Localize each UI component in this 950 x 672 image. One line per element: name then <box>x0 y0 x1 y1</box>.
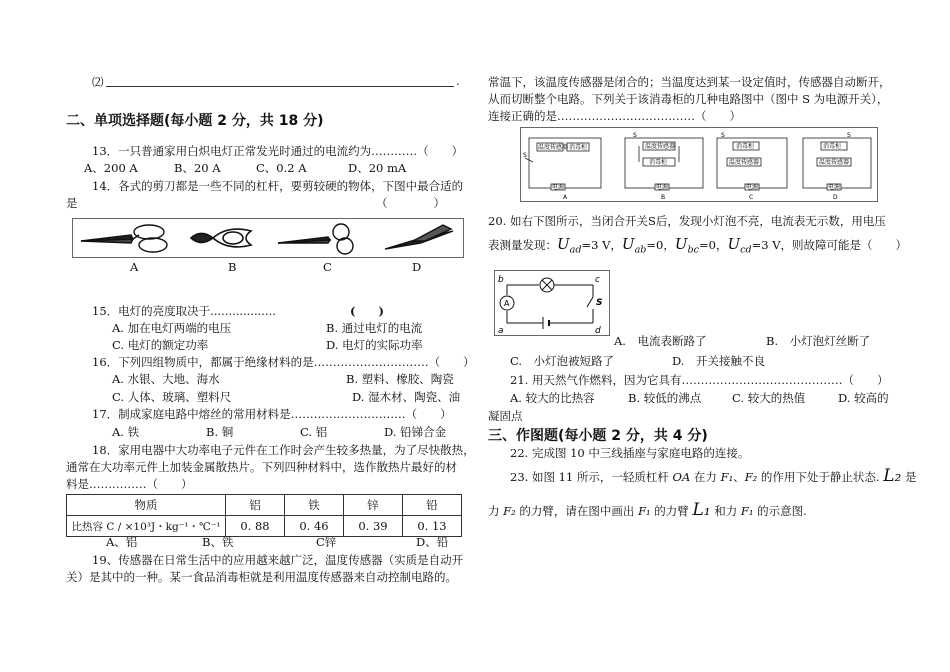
table-header-cell: 锌 <box>344 495 403 516</box>
voltage-symbol: U <box>727 235 741 253</box>
circuit-c-cabinet: 消毒柜 <box>736 143 755 150</box>
table-row-label: 比热容 C / ×10³J・kg⁻¹・℃⁻¹ <box>67 516 226 537</box>
arm-l2: L₂ <box>883 466 902 486</box>
circuit-a-source: 电源 <box>552 184 565 191</box>
voltage-sub: bc <box>687 244 700 256</box>
section-2-title: 二、单项选择题(每小题 2 分，共 18 分) <box>66 113 324 129</box>
q16-option-c[interactable]: C. 人体、玻璃、塑料尺 <box>112 390 232 404</box>
q20-line-1: 20. 如右下图所示，当闭合开关S后，发现小灯泡不亮，电流表无示数，用电压 <box>488 214 886 228</box>
circuit-a-sensor: 温度传感器 <box>538 144 569 151</box>
q13-stem: 13．一只普通家用白炽电灯正常发光时通过的电流约为…………（ ） <box>92 144 464 158</box>
q17-option-d[interactable]: D. 铅锑合金 <box>384 425 447 439</box>
table-header-cell: 物质 <box>67 495 226 516</box>
q14-stem-2: 是 <box>66 196 78 210</box>
q21-option-d[interactable]: D. 较高的 <box>838 391 889 405</box>
circuit-d-source: 电源 <box>828 184 841 191</box>
table-header-cell: 铁 <box>285 495 344 516</box>
circuit-a-switch: S <box>523 152 527 159</box>
q19-line-1: 19、传感器在日常生活中的应用越来越广泛，温度传感器（实质是自动开 <box>92 553 464 567</box>
q16-option-a[interactable]: A. 水银、大地、海水 <box>112 372 220 386</box>
sterilizer-circuit-figure <box>520 127 878 202</box>
q15-option-d[interactable]: D. 电灯的实际功率 <box>326 338 423 352</box>
q14-label-d[interactable]: D <box>412 260 422 274</box>
circuit-b-label: B <box>661 194 666 201</box>
q18-stem: 18．家用电器中大功率电子元件在工作时会产生较多热量，为了尽快散热， <box>92 443 475 457</box>
switch-icon <box>587 297 593 307</box>
voltage-sub: cd <box>740 244 752 256</box>
circuit-a-cabinet: 消毒柜 <box>569 144 588 151</box>
circuit-b-cabinet: 消毒柜 <box>649 159 668 166</box>
table-cell: 0. 46 <box>285 516 344 537</box>
q17-option-c[interactable]: C. 铝 <box>300 425 328 439</box>
q16-stem: 16．下列四组物质中，都属于绝缘材料的是…………………………（ ） <box>92 355 475 369</box>
q20-circuit-figure <box>494 270 610 336</box>
q13-option-c[interactable]: C、0.2 A <box>256 161 307 175</box>
q16-option-b[interactable]: B. 塑料、橡胶、陶瓷 <box>346 372 454 386</box>
q19-line-2: 关）是其中的一种。某一食品消毒柜就是利用温度传感器来自动控制电路的。 <box>66 570 457 584</box>
q14-label-c[interactable]: C <box>323 260 332 274</box>
scissors-figure <box>72 218 464 258</box>
table-cell: 0. 88 <box>226 516 285 537</box>
circuit-d-label: D <box>833 194 838 201</box>
table-cell: 0. 13 <box>403 516 462 537</box>
q17-option-b[interactable]: B. 铜 <box>206 425 234 439</box>
node-c-label: c <box>595 275 600 285</box>
q22-text: 22. 完成图 10 中三线插座与家庭电路的连接。 <box>510 446 750 460</box>
voltage-value: =0， <box>699 238 728 252</box>
q19-cont-line-2: 从而切断整个电路。下列关于该消毒柜的几种电路图中（图中 S 为电源开关）， <box>488 92 889 106</box>
switch-label: S <box>596 298 603 308</box>
scissors-b-icon <box>191 229 251 247</box>
force-f1: F₁ <box>638 504 651 518</box>
circuit-d-cabinet: 消毒柜 <box>823 143 842 150</box>
node-d-label: d <box>595 326 601 335</box>
q15-option-c[interactable]: C. 电灯的额定功率 <box>112 338 209 352</box>
q15-option-b[interactable]: B. 通过电灯的电流 <box>326 321 423 335</box>
q15-answer-paren[interactable]: ( ) <box>350 304 384 318</box>
q18-option-c[interactable]: C锌 <box>316 535 337 549</box>
q23-line-1: 23. 如图 11 所示，一轻质杠杆 OA 在力 F₁、F₂ 的作用下处于静止状态. L₂ 是 <box>510 466 917 486</box>
circuit-c-source: 电源 <box>746 184 759 191</box>
q20-line-2-start: 表测量发现： <box>488 238 557 252</box>
q19-cont-line-1: 常温下，该温度传感器是闭合的；当温度达到某一设定值时，传感器自动断开， <box>488 75 891 89</box>
q13-option-b[interactable]: B、20 A <box>174 161 221 175</box>
q19-cont-line-3: 连接正确的是………………………………（ ） <box>488 109 741 123</box>
force-f2: F₂ <box>503 504 516 518</box>
circuit-d-switch: S <box>847 132 851 139</box>
q23-line-2: 力 F₂ 的力臂，请在图中画出 F₁ 的力臂 L₁ 和力 F₁ 的示意图. <box>488 500 807 520</box>
q18-option-d[interactable]: D、铅 <box>416 535 449 549</box>
arm-l1: L₁ <box>692 500 711 520</box>
circuit-b-sensor: 温度传感器 <box>645 143 676 150</box>
q21-stem: 21. 用天然气作燃料，因为它具有……………………………………（ ） <box>510 373 889 387</box>
scissors-d-icon <box>385 225 453 249</box>
circuit-c-sensor: 温度传感器 <box>729 159 760 166</box>
q18-option-a[interactable]: A、铝 <box>106 535 138 549</box>
q16-option-d[interactable]: D. 湿木材、陶瓷、油 <box>352 390 461 404</box>
q14-label-b[interactable]: B <box>228 260 237 274</box>
q18-stem-2: 通常在大功率元件上加装金属散热片。下列四种材料中，选作散热片最好的材 <box>66 460 457 474</box>
q18-stem-3: 料是……………（ ） <box>66 477 193 491</box>
q21-option-a[interactable]: A. 较大的比热容 <box>510 391 595 405</box>
voltage-symbol: U <box>557 235 570 253</box>
voltage-value: =3 V，则故障可能是（ ） <box>751 238 908 252</box>
voltage-value: =3 V， <box>581 238 622 252</box>
node-a-label: a <box>498 326 504 335</box>
table-header-row <box>67 495 462 516</box>
voltage-sub: ab <box>634 244 647 256</box>
table-header-cell: 铅 <box>403 495 462 516</box>
scissors-c-icon <box>278 224 353 254</box>
q20-option-c[interactable]: C. 小灯泡被短路了 <box>510 354 615 368</box>
circuit-a-label: A <box>563 194 568 201</box>
ammeter-label: A <box>504 299 510 308</box>
q14-label-a[interactable]: A <box>130 260 139 274</box>
lever-oa: OA <box>672 470 691 484</box>
q14-stem: 14．各式的剪刀都是一些不同的杠杆，要剪较硬的物体，下图中最合适的 <box>92 179 464 193</box>
q20-option-d[interactable]: D. 开关接触不良 <box>672 354 765 368</box>
table-cell: 0. 39 <box>344 516 403 537</box>
q15-stem: 15．电灯的亮度取决于.................. <box>92 304 276 318</box>
q18-option-b[interactable]: B、铁 <box>202 535 234 549</box>
q21-option-d-cont: 凝固点 <box>488 409 523 423</box>
q20-option-b[interactable]: B. 小灯泡灯丝断了 <box>766 334 871 348</box>
q15-option-a[interactable]: A. 加在电灯两端的电压 <box>112 321 232 335</box>
force-f1: F₁ <box>740 504 754 518</box>
blank-2-end: . <box>456 74 460 88</box>
q20-option-a[interactable]: A. 电流表断路了 <box>614 334 707 348</box>
blank-2-label: ⑵ <box>92 75 104 89</box>
circuit-c-switch: S <box>721 132 725 139</box>
q20-line-2 <box>488 235 907 255</box>
force-f1: F₁ <box>720 470 734 484</box>
q21-option-b[interactable]: B. 较低的沸点 <box>628 391 702 405</box>
q21-option-c[interactable]: C. 较大的热值 <box>732 391 806 405</box>
circuit-d-sensor: 温度传感器 <box>819 159 850 166</box>
node-b-label: b <box>498 275 504 285</box>
q17-stem: 17．制成家庭电路中熔丝的常用材料是…………………………（ ） <box>92 407 452 421</box>
voltage-symbol: U <box>674 235 688 253</box>
circuit-b-source: 电源 <box>656 184 669 191</box>
q13-option-d[interactable]: D、20 mA <box>348 161 407 175</box>
section-3-title: 三、作图题(每小题 2 分，共 4 分) <box>488 428 708 444</box>
q17-option-a[interactable]: A. 铁 <box>112 425 140 439</box>
voltage-symbol: U <box>621 235 635 253</box>
table-header-cell: 铝 <box>226 495 285 516</box>
circuit-c-label: C <box>749 194 754 201</box>
scissors-a-icon <box>81 225 167 252</box>
circuit-b-switch: S <box>633 132 637 139</box>
voltage-sub: ad <box>569 244 582 256</box>
voltage-value: =0， <box>646 238 675 252</box>
specific-heat-table <box>66 494 462 537</box>
q14-answer-paren[interactable]: （ ） <box>376 196 445 210</box>
force-f2: F₂ <box>744 470 758 484</box>
q13-option-a[interactable]: A、200 A <box>84 161 138 175</box>
answer-blank-line[interactable] <box>106 86 454 87</box>
